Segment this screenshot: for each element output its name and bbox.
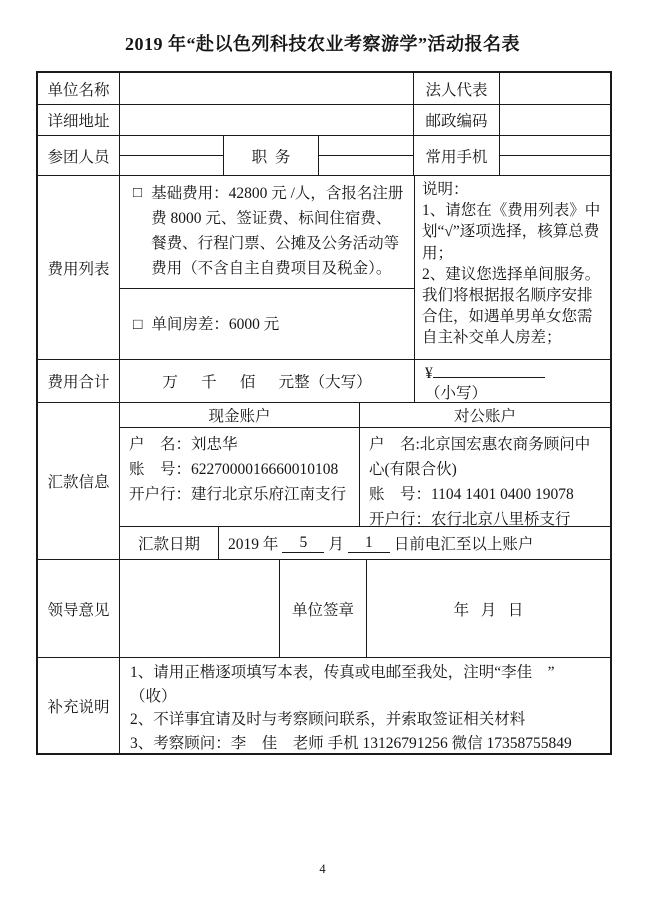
- base-fee-option: [120, 176, 414, 289]
- account-header-row: [120, 403, 610, 428]
- corporate-account-header: 对公账户: [453, 408, 516, 425]
- table-row: [38, 560, 610, 658]
- legal-rep-blank-cell: [500, 73, 610, 104]
- position-fill-cell: [319, 136, 414, 175]
- single-room-option: [120, 289, 414, 359]
- supplement-content-cell: [120, 658, 610, 753]
- table-row: [38, 136, 610, 176]
- phone-label: 常用手机: [414, 136, 500, 175]
- position-label: 职 务: [224, 136, 319, 175]
- corporate-account-cell: [360, 428, 610, 526]
- fee-notes-line: 1、请您在《费用列表》中划“√”逐项选择，核算总费用；: [422, 202, 601, 262]
- table-row: [38, 105, 610, 136]
- table-row: [38, 73, 610, 105]
- supplement-line: （收）: [130, 687, 177, 705]
- table-row: [38, 360, 610, 403]
- fee-total-uppercase: 万 千 佰 元整（大写）: [120, 360, 415, 402]
- fee-options-column: [120, 176, 415, 359]
- cash-account-cell: [120, 428, 360, 526]
- single-room-checkbox[interactable]: □: [133, 315, 143, 333]
- supplement-line: 1、请用正楷逐项填写本表，传真或电邮至我处，注明“李佳 ”: [130, 664, 555, 681]
- amount-fill-line: [433, 363, 545, 378]
- phone-fill-line: [500, 155, 610, 156]
- remittance-detail-column: [120, 403, 610, 559]
- supplement-line: 2、不详事宜请及时与考察顾问联系，并索取签证相关材料: [130, 711, 526, 728]
- seal-date-placeholder: 年 月 日: [453, 601, 524, 619]
- fee-total-lowercase-cell: [415, 360, 610, 402]
- fee-list-label: 费用列表: [38, 176, 120, 359]
- remit-date-label: 汇款日期: [120, 527, 219, 559]
- leader-opinion-blank-cell: [120, 560, 280, 657]
- lowercase-suffix: （小写）: [425, 384, 488, 402]
- fee-notes-cell: [415, 176, 610, 359]
- legal-rep-label: 法人代表: [414, 73, 500, 104]
- unit-name-blank-cell: [120, 73, 414, 104]
- fee-notes-line: 2、建议您选择单间服务。我们将根据报名顺序安排合住，如遇单男单女您需自主补交单人房差；: [422, 265, 601, 347]
- cash-account-line: 账 号：6227000016660010108: [129, 461, 339, 478]
- address-label: 详细地址: [38, 105, 120, 135]
- unit-seal-label: 单位签章: [280, 560, 367, 657]
- leader-opinion-label: 领导意见: [38, 560, 120, 657]
- supplement-line: 3、考察顾问：李 佳 老师 手机 13126791256 微信 17358755849: [130, 734, 572, 752]
- postcode-blank-cell: [500, 105, 610, 135]
- cash-account-line: 开户行：建行北京乐府江南支行: [129, 486, 347, 503]
- corporate-account-line: 账 号：1104 1401 0400 19078: [369, 486, 574, 503]
- member-name-fill-line: [120, 155, 223, 156]
- member-name-fill-cell: [120, 136, 224, 175]
- postcode-label: 邮政编码: [414, 105, 500, 135]
- corporate-account-line: 开户行：农行北京八里桥支行: [369, 511, 571, 526]
- registration-form-table: [36, 71, 612, 755]
- table-row: [38, 403, 610, 560]
- remit-month-value: 5: [282, 534, 324, 553]
- fee-notes-line: 说明：: [422, 181, 469, 198]
- cash-account-line: 户 名：刘忠华: [129, 436, 238, 453]
- unit-name-label: 单位名称: [38, 73, 120, 104]
- single-room-text: 单间房差：6000 元: [151, 315, 280, 333]
- base-fee-checkbox[interactable]: □: [133, 185, 143, 201]
- corporate-account-line: 户 名:北京国宏惠农商务顾问中心(有限合伙): [369, 436, 591, 478]
- base-fee-text: 基础费用：42800 元 /人，含报名注册费 8000 元、签证费、标间住宿费、餐费、行程门票、公摊及公务活动等费用（不含自主自费项目及税金）。: [151, 185, 404, 277]
- page-number: 4: [319, 862, 326, 876]
- account-detail-row: [120, 428, 610, 527]
- cash-account-header: 现金账户: [120, 403, 360, 427]
- remit-day-value: 1: [348, 534, 390, 553]
- members-label: 参团人员: [38, 136, 120, 175]
- supplement-label: 补充说明: [38, 658, 120, 753]
- address-blank-cell: [120, 105, 414, 135]
- remit-date-row: [120, 527, 610, 559]
- page-title: 2019 年“赴以色列科技农业考察游学”活动报名表: [125, 34, 520, 54]
- table-row: [38, 176, 610, 360]
- position-fill-line: [319, 155, 413, 156]
- remit-date-year-text: 2019 年: [228, 536, 279, 553]
- remit-date-tail-text: 日前电汇至以上账户: [393, 536, 534, 553]
- remit-date-value: [219, 527, 610, 559]
- phone-fill-cell: [500, 136, 610, 175]
- remittance-label: 汇款信息: [38, 403, 120, 559]
- table-row: [38, 658, 610, 753]
- currency-symbol: ¥: [425, 364, 433, 382]
- remit-date-month-text: 月: [328, 536, 344, 553]
- fee-total-label: 费用合计: [38, 360, 120, 402]
